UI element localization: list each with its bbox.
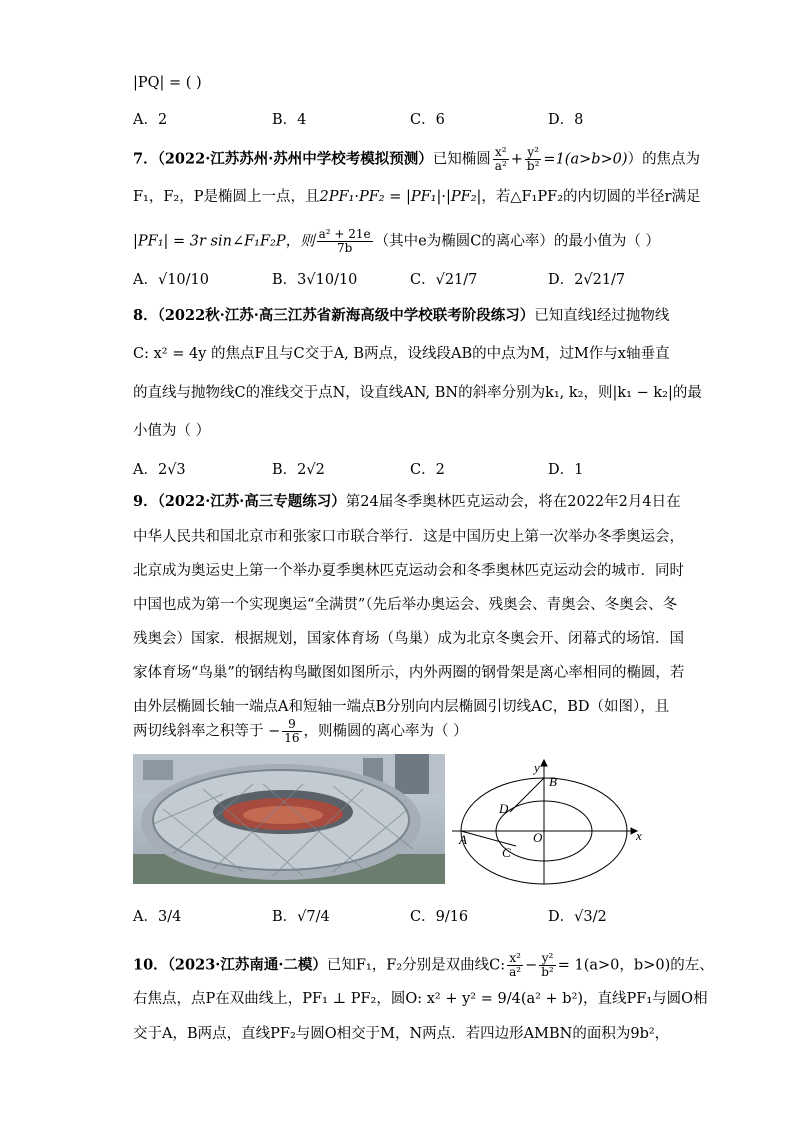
q7-line2b: ，若△F₁PF₂的内切圆的半径r满足 [481, 189, 701, 205]
q7-line3 [133, 228, 660, 255]
q10-line1a: 已知F₁，F₂分别是双曲线C: [326, 957, 506, 974]
q9-option-a: A．3/4 [133, 909, 182, 925]
q8-line2: C: x² = 4y 的焦点F且与C交于A, B两点，设线段AB的中点为M，过M作与x轴垂直 [133, 346, 670, 362]
hyperbola-frac-y: $\frac{\text{y²}}{\text{b²}}$ [541, 951, 554, 979]
q7-option-a: A．√10/10 [133, 272, 209, 288]
q9-line5: 残奥会）国家．根据规划，国家体育场（鸟巢）成为北京冬奥会开、闭幕式的场馆．国 [133, 631, 684, 647]
q9-line7: 由外层椭圆长轴一端点A和短轴一端点B分别向内层椭圆引切线AC，BD（如图），且 [133, 699, 670, 715]
q9-option-d: D．√3/2 [548, 909, 607, 925]
q9-line8b: ，则椭圆的离心率为（ ） [303, 723, 468, 740]
label-o: O [533, 830, 543, 845]
q8-option-a: A．2√3 [133, 462, 186, 478]
ellipse-frac-x: $\frac{\text{x²}}{\text{a²}}$ [494, 145, 507, 173]
q9-source: （2022·江苏·高三专题练习） [157, 493, 346, 510]
label-a: A [459, 832, 467, 847]
q7-option-d: D．2√21/7 [548, 272, 626, 288]
q9-number: 9． [133, 493, 158, 510]
q8-line1-text: 已知直线l经过抛物线 [534, 308, 670, 324]
q9-line8 [133, 718, 468, 745]
q10-source: （2023·江苏南通·二模） [167, 956, 327, 974]
q7-line2a: F₁，F₂，P是椭圆上一点，且 [133, 189, 320, 205]
ellipse-frac-y: $\frac{\text{y²}}{\text{b²}}$ [526, 145, 540, 173]
q6-option-d: D．8 [548, 112, 584, 128]
q10-line1b: = 1(a>0，b>0)的左、 [557, 957, 714, 974]
label-c: C [502, 845, 511, 860]
q7-line1a: 已知椭圆 [432, 151, 491, 168]
q8-line4: 小值为（ ） [133, 423, 211, 439]
q7-option-c: C．√21/7 [410, 272, 478, 288]
q6-option-b: B．4 [272, 112, 307, 128]
q7-line2: F₁，F₂，P是椭圆上一点，且2PF₁·PF₂ = |PF₁|·|PF₂|，若△F₁PF₂的内切圆的半径r满足 [133, 189, 701, 205]
label-x: x [636, 828, 642, 843]
q7-number: 7． [133, 150, 158, 168]
hyperbola-frac-x: $\frac{\text{x²}}{\text{a²}}$ [509, 951, 522, 979]
q8-option-c: C．2 [410, 462, 445, 478]
y-axis-arrow [541, 760, 547, 766]
label-d: D [499, 801, 509, 816]
q6-option-a: A．2 [133, 112, 168, 128]
q9-line4: 中国也成为第一个实现奥运“全满贯”（先后举办奥运会、残奥会、青奥会、冬奥会、冬 [133, 597, 678, 613]
q8-number: 8． [133, 307, 158, 324]
q9-option-c: C．9/16 [410, 909, 469, 925]
q7-line1b: 的焦点为 [642, 151, 701, 168]
q9-line6: 家体育场“鸟巢”的钢结构鸟瞰图如图所示，内外两圈的钢骨架是离心率相同的椭圆，若 [133, 665, 685, 681]
q7-option-b: B．3√10/10 [272, 272, 358, 288]
q7-source: （2022·江苏苏州·苏州中学校考模拟预测） [157, 150, 433, 168]
q7-line3a: |PF₁| = 3r sin∠F₁F₂P，则 [133, 233, 315, 250]
q9-slope-frac: $\frac{9}{16}$ [284, 717, 300, 745]
q8-line1 [133, 306, 669, 326]
q8-line3: 的直线与抛物线C的准线交于点N，设直线AN, BN的斜率分别为k₁, k₂，则|k₁ − k₂|的最 [133, 385, 702, 401]
q10-line1: 10．（2023·江苏南通·二模）已知F₁，F₂分别是双曲线C: $\frac{\text{x²}}{\text{a²}}$ − $\frac{\text{y²}}{\text{b²}}$ = 1(a>0，b>0)的左、 [133, 951, 714, 979]
q8-option-b: B．2√2 [272, 462, 325, 478]
q10-line2: 右焦点，点P在双曲线上，PF₁ ⊥ PF₂，圆O: x² + y² = 9/4(a² + b²)，直线PF₁与圆O相 [133, 991, 708, 1007]
q9-option-b: B．√7/4 [272, 909, 330, 925]
q10-number: 10． [133, 956, 168, 974]
label-b: B [549, 774, 557, 789]
label-y: y [534, 760, 540, 775]
q6-option-c: C．6 [410, 112, 445, 128]
birds-nest-photo [133, 754, 445, 884]
ellipse-diagram [452, 756, 652, 886]
tangent-ac [461, 831, 516, 846]
q7-expression-frac: $\frac{\text{a² + 21e}}{7b}$ [318, 227, 371, 255]
q9-line2: 中华人民共和国北京市和张家口市联合举行．这是中国历史上第一次举办冬季奥运会， [133, 529, 684, 545]
q9-line3: 北京成为奥运史上第一个举办夏季奥林匹克运动会和冬季奥林匹克运动会的城市．同时 [133, 563, 684, 579]
q9-line1 [133, 492, 681, 512]
q10-line3: 交于A，B两点，直线PF₂与圆O相交于M，N两点．若四边形AMBN的面积为9b²， [133, 1026, 670, 1042]
q8-option-d: D．1 [548, 462, 584, 478]
q6-tail-text: |PQ| = ( ) [133, 75, 202, 91]
tangent-bd [510, 778, 544, 812]
q7-line3b: （其中e为椭圆C的离心率）的最小值为（ ） [374, 233, 660, 250]
q9-line8a: 两切线斜率之积等于 − [133, 723, 281, 740]
q8-source: （2022秋·江苏·高三江苏省新海高级中学校联考阶段练习） [157, 307, 535, 324]
q9-line1-text: 第24届冬季奥林匹克运动会，将在2022年2月4日在 [345, 494, 681, 510]
q7-line1: 7．（2022·江苏苏州·苏州中学校考模拟预测）已知椭圆 $\frac{\text{x²}}{\text{a²}}$ + $\frac{\text{y²}}{\text{b²}}$ =1(a>b>0)）的焦点为 [133, 145, 701, 173]
